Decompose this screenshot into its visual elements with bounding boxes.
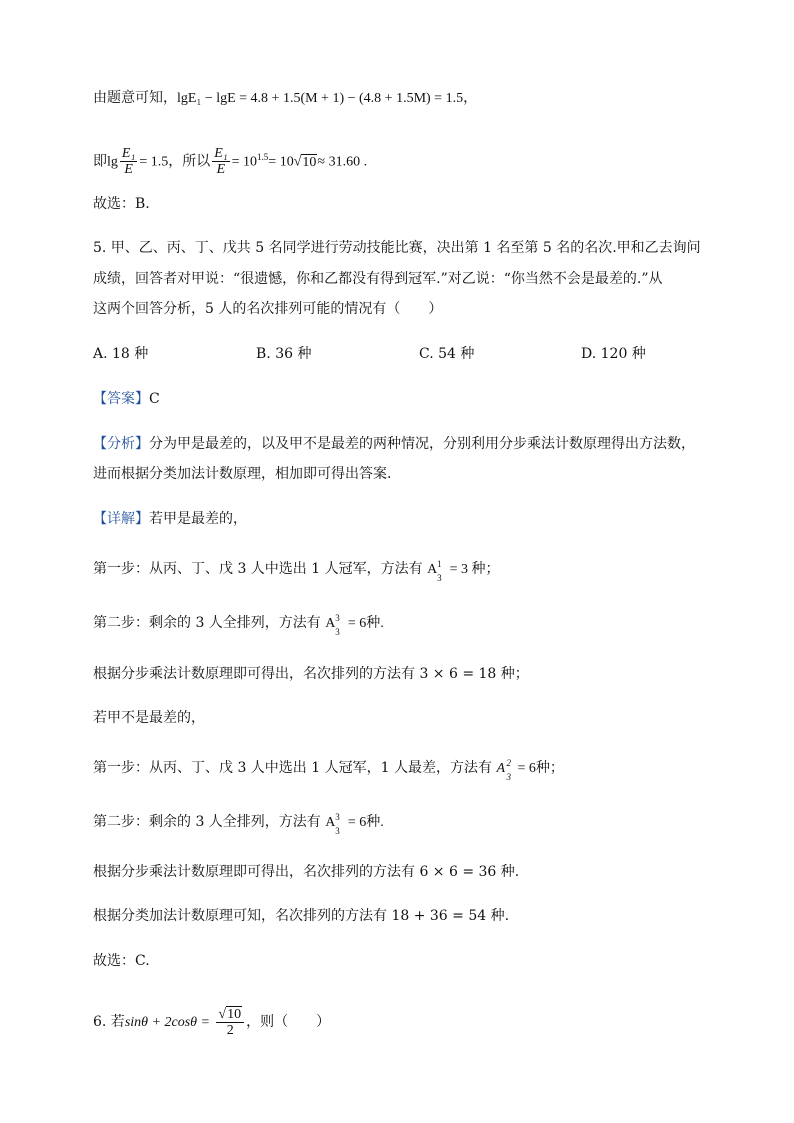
text: 第二步：剩余的 3 人全排列，方法有 (93, 814, 321, 830)
detail-text: 若甲是最差的， (149, 511, 247, 527)
option-b: B. 36 种 (256, 346, 312, 362)
perm-sup: 2 (506, 758, 511, 768)
option-a: A. 18 种 (93, 346, 149, 362)
perm-sub: 3 (506, 772, 511, 782)
text: ，则（ ） (246, 1014, 331, 1030)
equation: ≈ 31.60 . (317, 154, 368, 170)
text: 第二步：剩余的 3 人全排列，方法有 (93, 615, 321, 631)
perm-sub: 3 (335, 826, 340, 836)
fraction (120, 146, 137, 177)
result: = 6种. (347, 815, 384, 830)
text: 第一步：从丙、丁、戊 3 人中选出 1 人冠军，方法有 (93, 561, 423, 577)
case1-step3: 根据分步乘法计数原理即可得出，名次排列的方法有 3 × 6 = 18 种； (93, 666, 529, 682)
perm-sub: 3 (437, 573, 442, 583)
detail-tag: 【详解】 (93, 511, 149, 527)
case1-step2 (93, 613, 384, 637)
text: 6. 若 (93, 1014, 125, 1030)
case2-step1 (93, 758, 564, 782)
numerator: √10 (216, 1007, 244, 1023)
option-c: C. 54 种 (419, 346, 475, 362)
perm-symbol: A (427, 562, 438, 577)
equation: lgE₁ − lgE = 4.8 + 1.5(M + 1) − (4.8 + 1.5M) = 1.5， (177, 91, 478, 106)
case2-step3: 根据分步乘法计数原理即可得出，名次排列的方法有 6 × 6 = 36 种. (93, 864, 520, 880)
permutation (325, 812, 340, 836)
answer-tag: 【答案】 (93, 391, 149, 407)
numerator: E₁ (121, 146, 136, 162)
sum-line: 根据分类加法计数原理可知，名次排列的方法有 18 + 36 = 54 种. (93, 908, 510, 924)
numerator: E₁ (214, 146, 228, 162)
q5-analysis-line-2: 进而根据分类加法计数原理，相加即可得出答案. (93, 466, 392, 482)
permutation (496, 758, 511, 782)
perm-sub: 3 (335, 627, 340, 637)
equation: = 1.5，所以 (139, 154, 211, 170)
equation: sinθ + 2cosθ = (124, 1015, 210, 1030)
q5-detail-intro (93, 509, 247, 529)
answer-value: C (149, 391, 160, 407)
analysis-text: 分为甲是最差的，以及甲不是最差的两种情况，分别利用分步乘法计数原理得出方法数， (149, 436, 695, 452)
perm-symbol: A (325, 616, 336, 631)
denominator: E (216, 162, 226, 178)
prev-solution-line-2 (93, 140, 367, 180)
text: 即 (93, 153, 107, 170)
perm-symbol: A (325, 815, 336, 830)
result: = 6种； (517, 761, 564, 776)
perm-symbol: A (496, 761, 505, 776)
permutation (325, 613, 340, 637)
result: = 3 种； (449, 562, 500, 577)
fraction (216, 1007, 244, 1038)
equation: = 10 (231, 154, 258, 170)
case1-step1 (93, 559, 500, 583)
perm-sup: 3 (335, 613, 340, 623)
q5-answer (93, 389, 160, 409)
perm-sup: 1 (437, 559, 442, 569)
prev-solution-line-1 (93, 88, 477, 109)
option-d: D. 120 种 (581, 346, 646, 362)
exponent: 1.5 (257, 152, 269, 162)
permutation (427, 559, 442, 583)
denominator: E (124, 162, 133, 178)
log: lg (107, 154, 118, 170)
q5-line-3: 这两个回答分析，5 人的名次排列可能的情况有（ ） (93, 301, 443, 317)
q5-line-1: 5. 甲、乙、丙、丁、戊共 5 名同学进行劳动技能比赛，决出第 1 名至第 5 名的名次.甲和乙去询问 (93, 240, 701, 256)
q5-analysis-line-1 (93, 434, 695, 454)
perm-sup: 3 (335, 812, 340, 822)
sqrt-value: 10 (227, 1006, 242, 1022)
sqrt-value: 10 (302, 154, 317, 170)
sqrt: √10 (293, 154, 317, 170)
text: 第一步：从丙、丁、戊 3 人中选出 1 人冠军，1 人最差，方法有 (93, 760, 492, 776)
text: 由题意可知， (93, 90, 177, 106)
equation: = 10 (268, 154, 294, 170)
analysis-tag: 【分析】 (93, 436, 149, 452)
result: = 6种. (347, 616, 384, 631)
denominator: 2 (226, 1022, 234, 1038)
q5-line-2: 成绩，回答者对甲说：“很遗憾，你和乙都没有得到冠军.”对乙说：“你当然不会是最差的.”从 (93, 271, 663, 287)
case2-step2 (93, 812, 384, 836)
prev-conclusion: 故选：B. (93, 196, 150, 212)
q6-line (93, 1002, 330, 1043)
case2-intro: 若甲不是最差的， (93, 710, 205, 726)
q5-conclusion: 故选：C. (93, 953, 150, 969)
fraction (212, 146, 229, 177)
